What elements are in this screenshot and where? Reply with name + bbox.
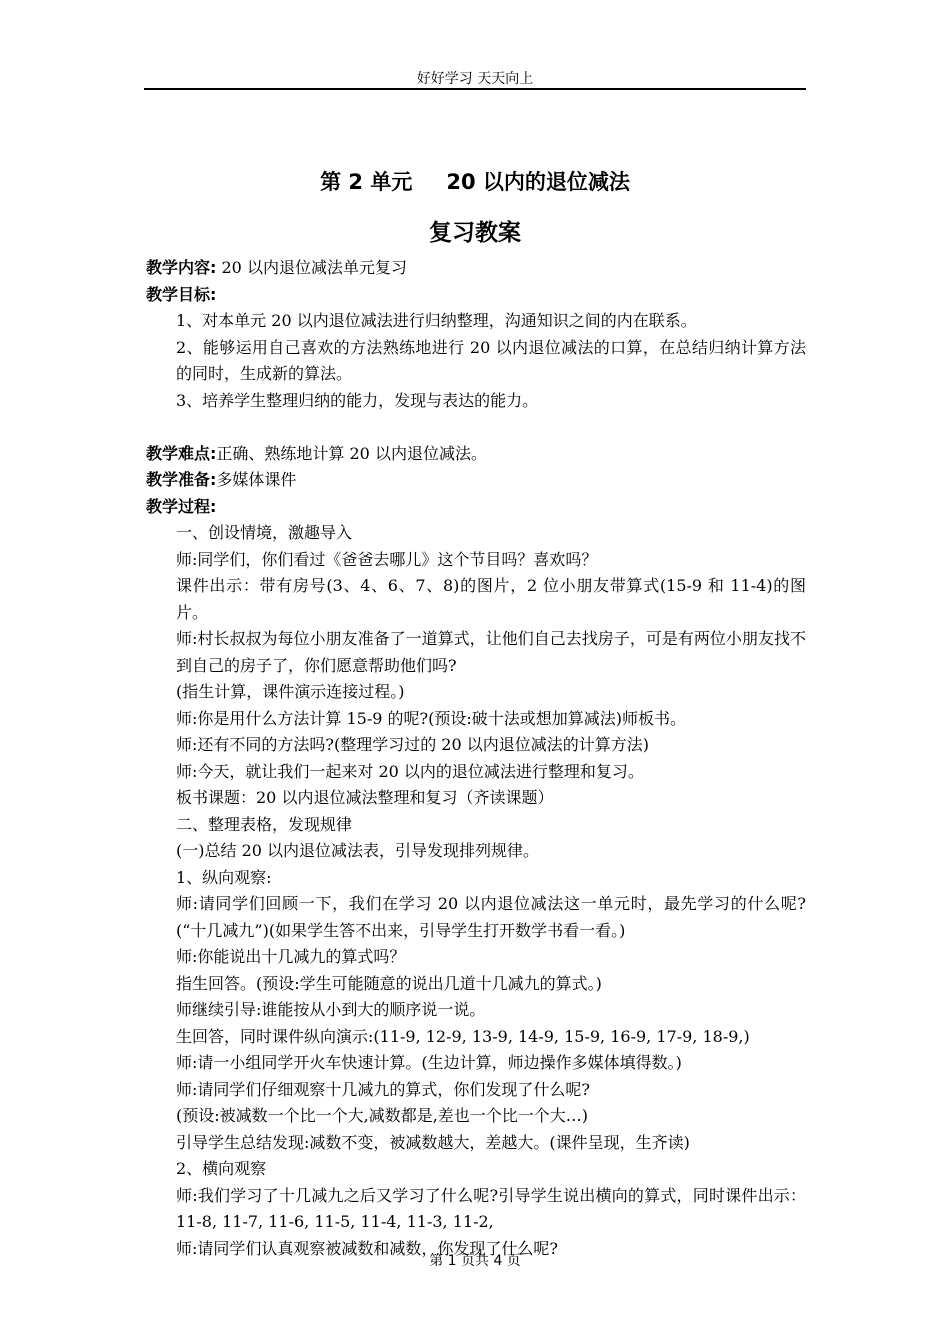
teaching-goals-heading [146, 282, 806, 309]
header-rule [144, 88, 806, 90]
paragraph: 师:你能说出十几减九的算式吗？ [176, 947, 406, 966]
paragraph: 师:请一小组同学开火车快速计算。(生边计算，师边操作多媒体填得数。) [176, 1053, 682, 1072]
paragraph: 师:请同学们仔细观察十几减九的算式，你们发现了什么呢? [176, 1079, 590, 1099]
paragraph: 1、纵向观察: [176, 867, 272, 887]
teaching-preparation [146, 467, 806, 494]
paragraph: 指生回答。(预设:学生可能随意的说出几道十几减九的算式。) [176, 973, 602, 993]
paragraph: 师:还有不同的方法吗?(整理学习过的 20 以内退位减法的计算方法) [176, 735, 649, 754]
document-subtitle: 复习教案 [429, 220, 521, 246]
document-title [144, 166, 806, 196]
paragraph: 3、培养学生整理归纳的能力，发现与表达的能力。 [176, 390, 539, 410]
paragraph: 2、能够运用自己喜欢的方法熟练地进行 20 以内退位减法的口算，在总结归纳计算方法的同时，生成新的算法。 [176, 337, 806, 383]
paragraph: (预设:被减数一个比一个大,减数都是,差也一个比一个大…) [176, 1106, 589, 1125]
section-value: 正确、熟练地计算 20 以内退位减法。 [216, 443, 487, 463]
paragraph: 板书课题：20 以内退位减法整理和复习（齐读课题） [176, 788, 554, 807]
paragraph: 1、对本单元 20 以内退位减法进行归纳整理，沟通知识之间的内在联系。 [176, 311, 697, 330]
spacer [146, 414, 806, 441]
section-label: 教学目标: [146, 284, 217, 304]
section-value: 多媒体课件 [216, 470, 297, 489]
paragraph: 师:请同学们回顾一下，我们在学习 20 以内退位减法这一单元时，最先学习的什么呢?(“十几减九”)(如果学生答不出来，引导学生打开数学书看一看。) [176, 894, 806, 940]
paragraph: 师:请同学们认真观察被减数和减数，你发现了什么呢? [176, 1238, 558, 1258]
paragraph: 师继续引导:谁能按从小到大的顺序说一说。 [176, 1000, 486, 1019]
paragraph: 2、横向观察 [176, 1159, 267, 1178]
section-label: 教学内容: [146, 258, 217, 277]
paragraph: 生回答，同时课件纵向演示:(11-9, 12-9, 13-9, 14-9, 15-9, 16-9, 17-9, 18-9,) [176, 1026, 750, 1046]
title-unit: 第 2 单元 [320, 170, 413, 194]
page-footer: 第 1 页共 4 页 [429, 1253, 521, 1269]
teaching-process-heading [146, 494, 806, 521]
title-topic: 20 以内的退位减法 [446, 170, 630, 194]
paragraph: (一)总结 20 以内退位减法表，引导发现排列规律。 [176, 841, 540, 860]
paragraph: 师:我们学习了十几减九之后又学习了什么呢?引导学生说出横向的算式，同时课件出示：11-8, 11-7, 11-6, 11-5, 11-4, 11-3, 11-2, [176, 1185, 806, 1231]
paragraph: 课件出示：带有房号(3、4、6、7、8)的图片，2 位小朋友带算式(15-9 和 11-4)的图片。 [176, 576, 806, 622]
section-label: 教学难点: [146, 443, 217, 463]
section-label: 教学准备: [146, 470, 217, 489]
paragraph: 二、整理表格，发现规律 [176, 814, 353, 834]
paragraph: 一、创设情境，激趣导入 [176, 523, 353, 542]
section-label: 教学过程: [146, 496, 217, 516]
teaching-difficulty [146, 441, 806, 468]
page-header: 好好学习 天天向上 [416, 71, 534, 87]
paragraph: 师:你是用什么方法计算 15-9 的呢?(预设:破十法或想加算减法)师板书。 [176, 708, 686, 728]
teaching-content [146, 255, 806, 282]
section-value: 20 以内退位减法单元复习 [216, 258, 407, 277]
paragraph: 师:同学们，你们看过《爸爸去哪儿》这个节目吗？喜欢吗？ [176, 549, 598, 569]
paragraph: 引导学生总结发现:减数不变，被减数越大，差越大。(课件呈现，生齐读) [176, 1132, 690, 1152]
document-body [146, 255, 806, 1262]
paragraph: (指生计算，课件演示连接过程。) [176, 682, 405, 701]
paragraph: 师:村长叔叔为每位小朋友准备了一道算式，让他们自己去找房子，可是有两位小朋友找不到自己的房子了，你们愿意帮助他们吗? [176, 629, 806, 675]
paragraph: 师:今天，就让我们一起来对 20 以内的退位减法进行整理和复习。 [176, 761, 644, 781]
